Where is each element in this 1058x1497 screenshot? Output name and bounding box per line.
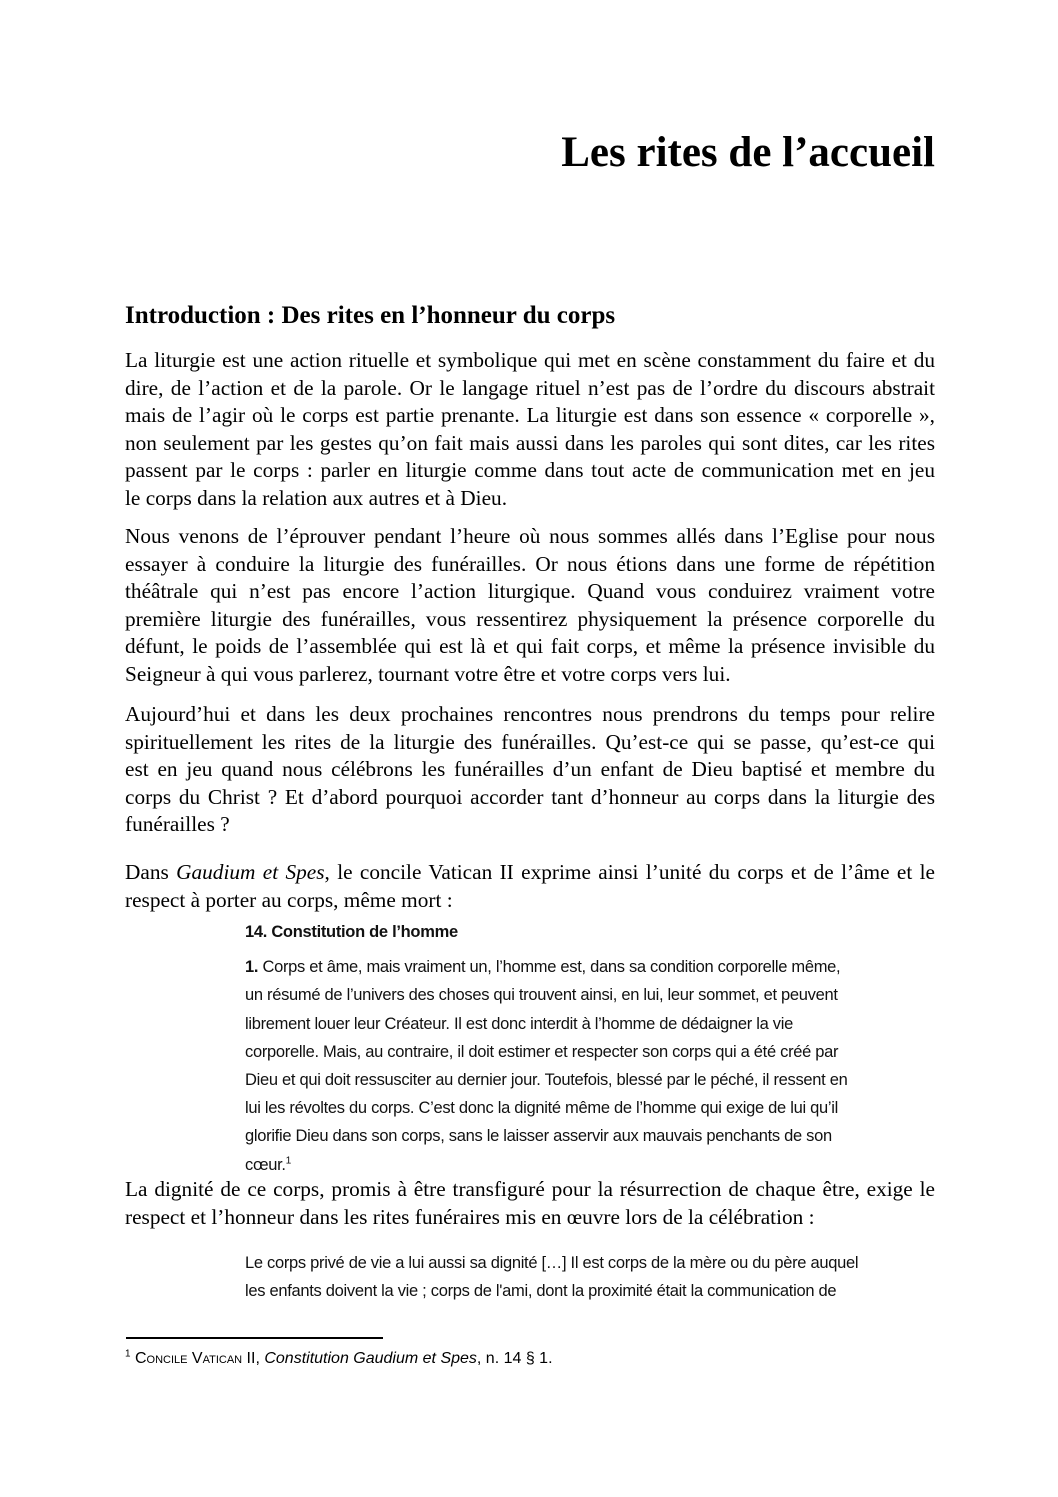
- text-line: dire, de l’action et de la parole. Or le langage rituel n’est pas de l’ordre du discours abstrait: [125, 375, 935, 400]
- text-line: mais de l’agir où le corps est partie prenante. La liturgie est dans son essence « corporelle »,: [125, 403, 935, 428]
- text-line: respect et l’honneur dans les rites funéraires mis en œuvre lors de la célébration :: [125, 1204, 815, 1229]
- text-line: non seulement par les gestes qu’on fait mais aussi dans les paroles qui sont dites, car les rites: [125, 430, 935, 455]
- text-line: La dignité de ce corps, promis à être transfiguré pour la résurrection de chaque être, exige le: [125, 1177, 935, 1201]
- text-line: est en jeu quand nous célébrons les funérailles d’un enfant de Dieu baptisé et membre du: [125, 757, 935, 782]
- text-line: cœur.$^1$: [245, 1155, 292, 1174]
- text-line: spirituellement les rites de la liturgie des funérailles. Qu’est-ce qui se passe, qu’est-ce qui: [125, 729, 935, 754]
- section-heading: Introduction : Des rites en l’honneur du corps: [125, 302, 616, 329]
- quote-body: [245, 953, 937, 1179]
- text-line: Dieu et qui doit ressusciter au dernier jour. Toutefois, blessé par le péché, il ressent en: [245, 1071, 848, 1090]
- text-line: glorifie Dieu dans son corps, sans le laisser asservir aux mauvais penchants de son: [245, 1127, 832, 1146]
- paragraph-eprouver: [125, 523, 935, 689]
- text-line: 1. Corps et âme, mais vraiment un, l’homme est, dans sa condition corporelle même,: [245, 958, 841, 977]
- text-line: essayer à conduire la liturgie des funérailles. Or nous étions dans une forme de répétition: [125, 551, 935, 576]
- text-line: le corps dans la relation aux autres et à Dieu.: [125, 485, 508, 510]
- quote-body: [245, 1249, 937, 1305]
- text-line: première liturgie des funérailles, vous ressentirez physiquement la présence corporelle du: [125, 606, 935, 631]
- text-line: Seigneur à qui vous parlerez, tournant votre être et votre corps vers lui.: [125, 661, 731, 686]
- page-content: [125, 0, 935, 1497]
- paragraph-dignite: [125, 1176, 935, 1231]
- text-line: passent par le corps : parler en liturgie comme dans tout acte de communication met en jeu: [125, 458, 935, 483]
- block-quote-constitution: [245, 918, 937, 1179]
- text-line: Dans Gaudium et Spes, le concile Vatican II exprime ainsi l’unité du corps et de l’âme et le: [125, 860, 936, 884]
- text-line: Nous venons de l’éprouver pendant l’heure où nous sommes allés dans l’Eglise pour nous: [125, 524, 935, 548]
- footnote: $^1$ Concile Vatican II, Constitution Gaudium et Spes, n. 14 § 1.: [125, 1348, 553, 1367]
- text-line: respect à porter au corps, même mort :: [125, 887, 453, 912]
- text-line: corporelle. Mais, au contraire, il doit estimer et respecter son corps qui a été créé par: [245, 1042, 839, 1061]
- text-line: Le corps privé de vie a lui aussi sa dignité […] Il est corps de la mère ou du père auquel: [245, 1254, 859, 1272]
- text-line: défunt, le poids de l’assemblée qui est là et qui fait corps, et même la présence invisible du: [125, 634, 935, 659]
- text-line: un résumé de l’univers des choses qui trouvent ainsi, en lui, leur sommet, et peuvent: [245, 986, 838, 1005]
- paragraph-aujourdhui: [125, 701, 935, 839]
- block-quote-corps-prive: [245, 1249, 937, 1305]
- text-line: funérailles ?: [125, 812, 230, 837]
- text-line: corps du Christ ? Et d’abord pourquoi accorder tant d’honneur au corps dans la liturgie des: [125, 784, 935, 809]
- text-line: lui les révoltes du corps. C’est donc la dignité même de l’homme qui exige de lui qu’il: [245, 1099, 838, 1118]
- text-line: librement louer leur Créateur. Il est donc interdit à l’homme de dédaigner la vie: [245, 1014, 794, 1033]
- text-line: Aujourd’hui et dans les deux prochaines rencontres nous prendrons du temps pour relire: [125, 702, 935, 726]
- page-title: Les rites de l’accueil: [561, 129, 935, 176]
- text-line: les enfants doivent la vie ; corps de l'ami, dont la proximité était la communication de: [245, 1282, 837, 1301]
- quote-heading: 14. Constitution de l’homme: [245, 923, 458, 941]
- text-line: théâtrale qui n’est pas encore l’action liturgique. Quand vous conduirez vraiment votre: [125, 579, 935, 604]
- paragraph-intro-liturgie: [125, 347, 935, 513]
- text-line: La liturgie est une action rituelle et symbolique qui met en scène constamment du faire et du: [125, 348, 935, 372]
- paragraph-gaudium-et-spes: [125, 859, 935, 914]
- footnote-separator: [126, 1337, 383, 1339]
